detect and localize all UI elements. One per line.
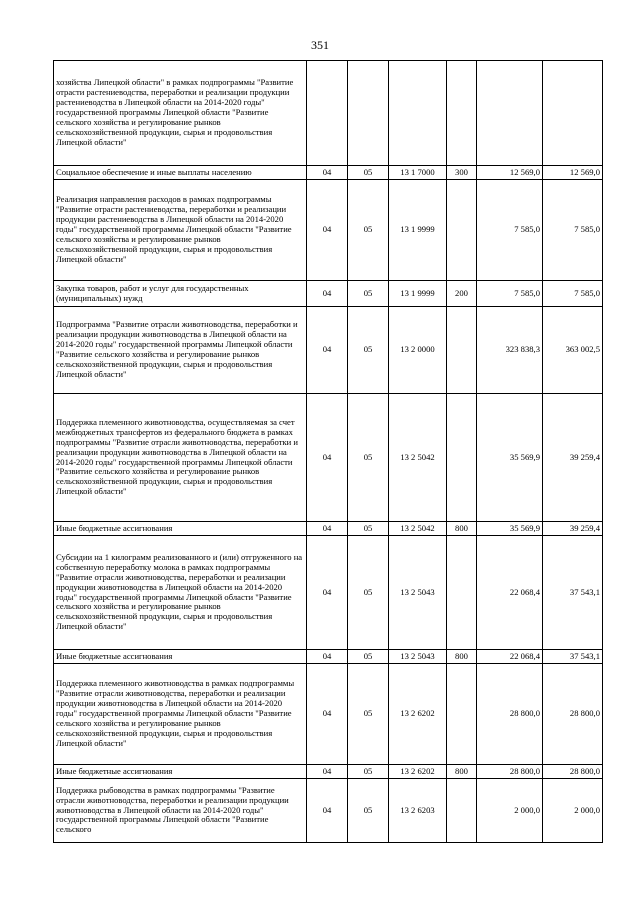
amount-second-cell: 28 800,0 <box>543 765 603 779</box>
target-article-cell: 13 1 7000 <box>389 166 447 180</box>
amount-second-cell: 7 585,0 <box>543 180 603 281</box>
table-row <box>54 765 603 779</box>
table-row <box>54 779 603 843</box>
expense-name-cell: Иные бюджетные ассигнования <box>54 765 307 779</box>
table-row <box>54 307 603 394</box>
table-row <box>54 281 603 307</box>
section-code-cell: 04 <box>307 664 348 765</box>
table-row <box>54 166 603 180</box>
subsection-code-cell: 05 <box>348 650 389 664</box>
section-code-cell: 04 <box>307 536 348 650</box>
target-article-cell: 13 2 6202 <box>389 664 447 765</box>
table-row <box>54 180 603 281</box>
target-article-cell: 13 2 5042 <box>389 522 447 536</box>
expense-type-cell: 800 <box>447 650 477 664</box>
amount-second-cell: 37 543,1 <box>543 536 603 650</box>
section-code-cell: 04 <box>307 166 348 180</box>
table-row <box>54 536 603 650</box>
target-article-cell: 13 1 9999 <box>389 180 447 281</box>
expense-type-cell <box>447 394 477 522</box>
amount-second-cell <box>543 61 603 166</box>
target-article-cell <box>389 61 447 166</box>
expense-type-cell <box>447 61 477 166</box>
amount-first-cell: 28 800,0 <box>477 664 543 765</box>
expense-type-cell <box>447 180 477 281</box>
subsection-code-cell: 05 <box>348 307 389 394</box>
budget-table <box>53 60 603 843</box>
subsection-code-cell: 05 <box>348 180 389 281</box>
subsection-code-cell: 05 <box>348 166 389 180</box>
subsection-code-cell: 05 <box>348 765 389 779</box>
target-article-cell: 13 2 5043 <box>389 536 447 650</box>
expense-type-cell: 300 <box>447 166 477 180</box>
expense-name-cell: Поддержка племенного животноводства, осуществляемая за счет межбюджетных трансфертов из федерального бюджета в рамках подпрограммы "Развитие отрасли животноводства, переработки и реализации продукции животноводства в Липецкой области на 2014-2020 годы" государственной программы Липецкой области "Развитие сельского хозяйства и регулирование рынков сельскохозяйственной продукции, сырья и продовольствия Липецкой области" <box>54 394 307 522</box>
amount-first-cell: 22 068,4 <box>477 650 543 664</box>
amount-first-cell: 323 838,3 <box>477 307 543 394</box>
table-row <box>54 61 603 166</box>
expense-name-cell: Поддержка племенного животноводства в рамках подпрограммы "Развитие отрасли животноводства, переработки и реализации продукции животноводства в Липецкой области на 2014-2020 годы" государственной программы Липецкой области "Развитие сельского хозяйства и регулирование рынков сельскохозяйственной продукции, сырья и продовольствия Липецкой области" <box>54 664 307 765</box>
expense-name-cell: Иные бюджетные ассигнования <box>54 650 307 664</box>
amount-first-cell: 7 585,0 <box>477 180 543 281</box>
expense-type-cell <box>447 536 477 650</box>
table-body <box>54 61 603 843</box>
subsection-code-cell <box>348 61 389 166</box>
expense-type-cell: 800 <box>447 765 477 779</box>
target-article-cell: 13 1 9999 <box>389 281 447 307</box>
target-article-cell: 13 2 6202 <box>389 765 447 779</box>
target-article-cell: 13 2 0000 <box>389 307 447 394</box>
section-code-cell: 04 <box>307 522 348 536</box>
amount-first-cell: 28 800,0 <box>477 765 543 779</box>
expense-name-cell: Иные бюджетные ассигнования <box>54 522 307 536</box>
amount-first-cell <box>477 61 543 166</box>
amount-first-cell: 22 068,4 <box>477 536 543 650</box>
amount-first-cell: 12 569,0 <box>477 166 543 180</box>
subsection-code-cell: 05 <box>348 664 389 765</box>
section-code-cell: 04 <box>307 394 348 522</box>
expense-name-cell: Поддержка рыбоводства в рамках подпрограммы "Развитие отрасли животноводства, переработки и реализации продукции животноводства в Липецкой области на 2014-2020 годы" государственной программы Липецкой области "Развитие сельского <box>54 779 307 843</box>
expense-name-cell: Закупка товаров, работ и услуг для государственных (муниципальных) нужд <box>54 281 307 307</box>
section-code-cell <box>307 61 348 166</box>
amount-first-cell: 35 569,9 <box>477 394 543 522</box>
expense-name-cell: Подпрограмма "Развитие отрасли животноводства, переработки и реализации продукции животноводства в Липецкой области на 2014-2020 годы" государственной программы Липецкой области "Развитие сельского хозяйства и регулирование рынков сельскохозяйственной продукции, сырья и продовольствия Липецкой области" <box>54 307 307 394</box>
expense-name-cell: Реализация направления расходов в рамках подпрограммы "Развитие отрасти растениеводства, переработки и реализации продукции растениеводства в Липецкой области на 2014-2020 годы" государственной программы Липецкой области "Развитие сельского хозяйства и регулирование рынков сельскохозяйственной продукции, сырья и продовольствия Липецкой области" <box>54 180 307 281</box>
section-code-cell: 04 <box>307 307 348 394</box>
section-code-cell: 04 <box>307 650 348 664</box>
amount-second-cell: 39 259,4 <box>543 394 603 522</box>
expense-type-cell <box>447 307 477 394</box>
amount-first-cell: 2 000,0 <box>477 779 543 843</box>
table-row <box>54 664 603 765</box>
amount-second-cell: 2 000,0 <box>543 779 603 843</box>
target-article-cell: 13 2 5043 <box>389 650 447 664</box>
expense-name-cell: Субсидии на 1 килограмм реализованного и (или) отгруженного на собственную переработку молока в рамках подпрограммы "Развитие отрасли животноводства, переработки и реализации продукции животноводства в Липецкой области на 2014-2020 годы" государственной программы Липецкой области "Развитие сельского хозяйства и регулирование рынков сельскохозяйственной продукции, сырья и продовольствия Липецкой области" <box>54 536 307 650</box>
table-row <box>54 522 603 536</box>
expense-type-cell <box>447 779 477 843</box>
table-row <box>54 394 603 522</box>
section-code-cell: 04 <box>307 281 348 307</box>
amount-first-cell: 35 569,9 <box>477 522 543 536</box>
subsection-code-cell: 05 <box>348 779 389 843</box>
expense-type-cell <box>447 664 477 765</box>
expense-name-cell: Социальное обеспечение и иные выплаты населению <box>54 166 307 180</box>
expense-type-cell: 200 <box>447 281 477 307</box>
expense-type-cell: 800 <box>447 522 477 536</box>
section-code-cell: 04 <box>307 779 348 843</box>
amount-first-cell: 7 585,0 <box>477 281 543 307</box>
page-number: 351 <box>311 38 329 52</box>
table-row <box>54 650 603 664</box>
section-code-cell: 04 <box>307 765 348 779</box>
amount-second-cell: 39 259,4 <box>543 522 603 536</box>
amount-second-cell: 7 585,0 <box>543 281 603 307</box>
expense-name-cell: хозяйства Липецкой области" в рамках подпрограммы "Развитие отрасти растениеводства, переработки и реализации продукции растениеводства в Липецкой области на 2014-2020 годы" государственной программы Липецкой области "Развитие сельского хозяйства и регулирование рынков сельскохозяйственной продукции, сырья и продовольствия Липецкой области" <box>54 61 307 166</box>
amount-second-cell: 28 800,0 <box>543 664 603 765</box>
subsection-code-cell: 05 <box>348 536 389 650</box>
amount-second-cell: 37 543,1 <box>543 650 603 664</box>
subsection-code-cell: 05 <box>348 281 389 307</box>
subsection-code-cell: 05 <box>348 394 389 522</box>
amount-second-cell: 363 002,5 <box>543 307 603 394</box>
section-code-cell: 04 <box>307 180 348 281</box>
amount-second-cell: 12 569,0 <box>543 166 603 180</box>
target-article-cell: 13 2 5042 <box>389 394 447 522</box>
target-article-cell: 13 2 6203 <box>389 779 447 843</box>
subsection-code-cell: 05 <box>348 522 389 536</box>
